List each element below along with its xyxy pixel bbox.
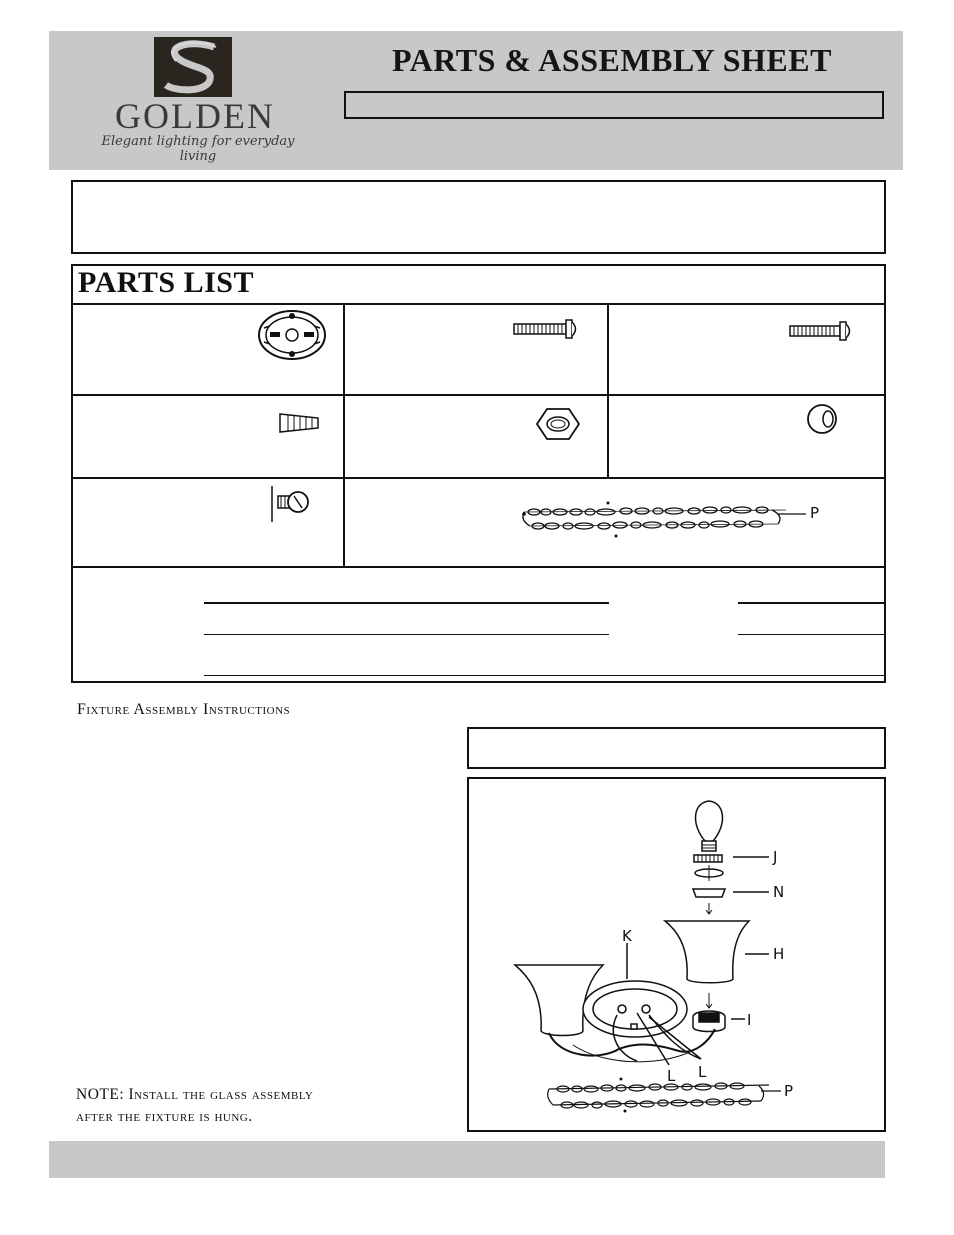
- golden-logo-icon: [154, 37, 232, 97]
- parts-grid-line: [71, 394, 886, 396]
- part-n-ring: [693, 889, 725, 897]
- info-box: [71, 180, 886, 254]
- label-l-1: L: [667, 1067, 676, 1085]
- bulb-icon: [696, 801, 723, 845]
- chain-part-label: P: [810, 504, 820, 522]
- parts-grid-line: [71, 303, 886, 305]
- note-line-1: NOTE: Install the glass assembly: [76, 1086, 314, 1103]
- blank-line: [204, 602, 609, 604]
- mounting-plate-icon: [256, 308, 328, 362]
- set-screw-icon: [270, 484, 312, 524]
- label-j: J: [773, 848, 778, 866]
- wire-connector-icon: [278, 412, 320, 434]
- brand-name: GOLDEN: [115, 96, 275, 136]
- blank-line: [738, 634, 885, 635]
- footer-band: [49, 1141, 885, 1178]
- screw-long-icon: [512, 318, 580, 340]
- page-title: PARTS & ASSEMBLY SHEET: [392, 42, 832, 78]
- model-number-box: [344, 91, 884, 119]
- parts-grid-line: [607, 303, 609, 478]
- screw-short-icon: [788, 320, 854, 342]
- blank-line: [204, 675, 885, 676]
- diagram-header-box: [467, 727, 886, 769]
- parts-list-box: [71, 264, 886, 683]
- chain-part-icon: [516, 498, 832, 540]
- parts-grid-line: [71, 566, 886, 568]
- blank-line: [738, 602, 885, 604]
- label-k: K: [622, 927, 632, 945]
- label-i: I: [747, 1011, 752, 1029]
- assembly-diagram: [469, 779, 884, 1130]
- parts-grid-line: [71, 477, 886, 479]
- parts-grid-line: [343, 303, 345, 567]
- label-l-2: L: [698, 1063, 707, 1081]
- label-p: P: [784, 1082, 794, 1100]
- blank-line: [204, 634, 609, 635]
- label-h: H: [773, 945, 785, 963]
- brand-tagline: Elegant lighting for everyday living: [101, 134, 295, 164]
- fixture-assembly-title: Fixture Assembly Instructions: [77, 701, 291, 718]
- note-line-2: after the fixture is hung.: [76, 1108, 253, 1125]
- parts-list-title: PARTS LIST: [78, 266, 254, 299]
- label-n: N: [773, 883, 785, 901]
- assembly-note: [76, 1084, 456, 1128]
- glass-shade-h: [665, 921, 749, 983]
- hex-nut-icon: [535, 406, 581, 442]
- ball-cap-icon: [804, 402, 840, 436]
